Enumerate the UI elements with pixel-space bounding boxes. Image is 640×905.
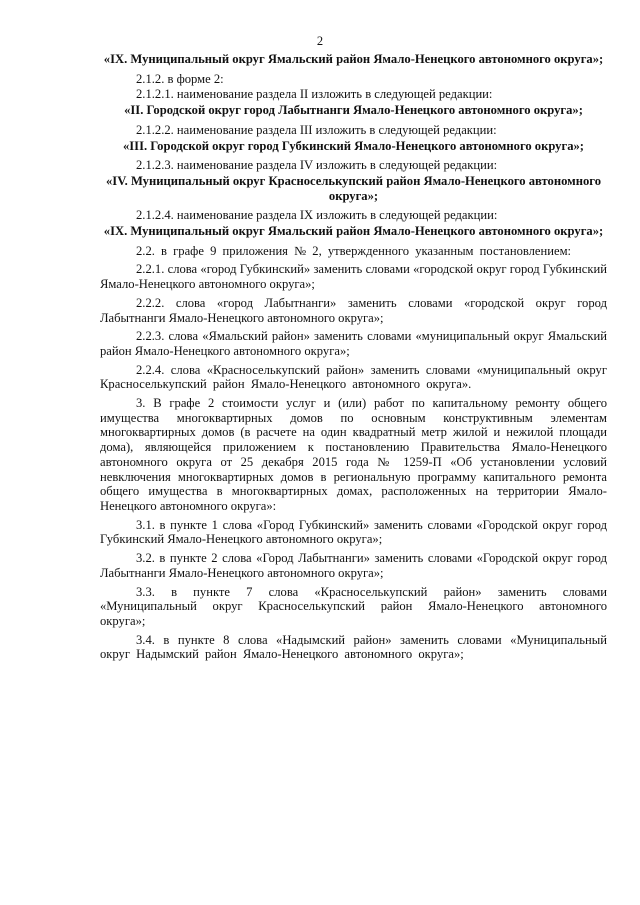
paragraph-2-1-2-4: 2.1.2.4. наименование раздела IX изложить в следующей редакции:: [136, 208, 498, 223]
paragraph-3: 3. В графе 2 стоимости услуг и (или) работ по капитальному ремонту общего имущества многоквартирных домов по основным конструктивным элементам многоквартирных домов (в расчете на один квадратный метр жилой и нежилой площади дома), являющейся приложением к постановлению Правительства Ямало-Ненецкого автономного округа от 25 декабря 2015 года № 1259-П «Об установлении условий невключения многоквартирных домов в региональную программу капитального ремонта общего имущества в многоквартирных домах, расположенных на территории Ямало-Ненецкого автономного округа»:: [100, 396, 607, 513]
paragraph-2-2: 2.2. в графе 9 приложения № 2, утвержденного указанным постановлением:: [136, 243, 572, 258]
section-heading-ix-repeat: «IX. Муниципальный округ Ямальский район Ямало-Ненецкого автономного округа»;: [103, 224, 604, 239]
section-heading-iii: «III. Городской округ город Губкинский Ямало-Ненецкого автономного округа»;: [122, 138, 584, 153]
paragraph-3-3: 3.3. в пункте 7 слова «Красноселькупский район» заменить словами «Муниципальный округ Красноселькупский район Ямало-Ненецкого автономного округа»;: [100, 584, 607, 628]
paragraph-3-4: 3.4. в пункте 8 слова «Надымский район» заменить словами «Муниципальный округ Надымский район Ямало-Ненецкого автономного округа»;: [100, 632, 607, 662]
paragraph-2-1-2-3: 2.1.2.3. наименование раздела IV изложить в следующей редакции:: [136, 158, 498, 173]
page-number: 2: [316, 34, 324, 48]
paragraph-2-2-3: 2.2.3. слова «Ямальский район» заменить словами «муниципальный округ Ямальский район Ямало-Ненецкого автономного округа»;: [100, 329, 607, 358]
section-heading-ix: «IX. Муниципальный округ Ямальский район Ямало-Ненецкого автономного округа»;: [103, 52, 604, 66]
paragraph-2-2-4: 2.2.4. слова «Красноселькупский район» заменить словами «муниципальный округ Красноселькупский район Ямало-Ненецкого автономного округа».: [100, 362, 607, 392]
paragraph-2-1-2: 2.1.2. в форме 2:: [136, 71, 224, 86]
paragraph-3-1: 3.1. в пункте 1 слова «Город Губкинский» заменить словами «Городской округ город Губкинский Ямало-Ненецкого автономного округа»;: [100, 517, 607, 547]
paragraph-2-2-2: 2.2.2. слова «город Лабытнанги» заменить словами «городской округ город Лабытнанги Ямало-Ненецкого автономного округа»;: [100, 295, 607, 325]
section-heading-ii: «II. Городской округ город Лабытнанги Ямало-Ненецкого автономного округа»;: [124, 103, 583, 118]
paragraph-2-1-2-1: 2.1.2.1. наименование раздела II изложить в следующей редакции:: [136, 87, 493, 102]
paragraph-3-2: 3.2. в пункте 2 слова «Город Лабытнанги» заменить словами «Городской округ город Лабытнанги Ямало-Ненецкого автономного округа»;: [100, 551, 607, 580]
paragraph-2-2-1: 2.2.1. слова «город Губкинский» заменить словами «городской округ город Губкинский Ямало-Ненецкого автономного округа»;: [100, 262, 607, 292]
document-body: [100, 52, 607, 666]
section-heading-iv: «IV. Муниципальный округ Красноселькупский район Ямало-Ненецкого автономного округа»;: [106, 173, 601, 203]
paragraph-2-1-2-2: 2.1.2.2. наименование раздела III изложить в следующей редакции:: [136, 122, 497, 137]
